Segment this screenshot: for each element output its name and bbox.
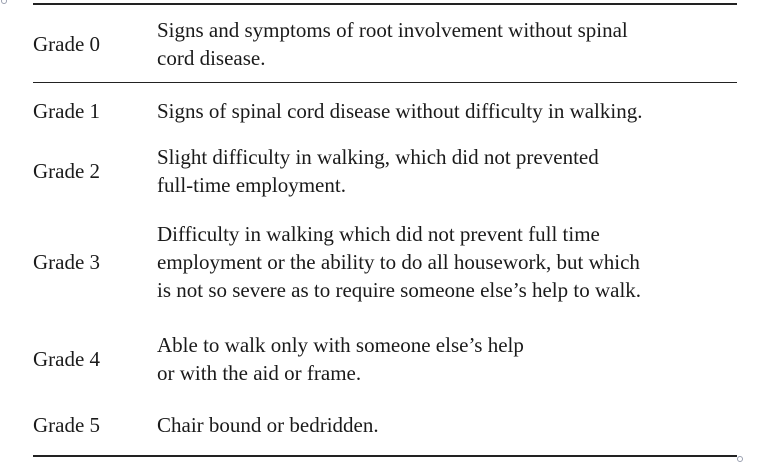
selection-handle-bottom-right	[737, 456, 743, 462]
description-line: or with the aid or frame.	[157, 361, 362, 385]
description-line: Chair bound or bedridden.	[157, 413, 379, 437]
grade-description	[157, 411, 737, 439]
description-line: full-time employment.	[157, 173, 346, 197]
description-line: cord disease.	[157, 46, 266, 70]
grade-label: Grade 1	[33, 99, 101, 123]
grade-description	[157, 16, 737, 72]
table-bottom-rule	[33, 455, 737, 457]
description-line: is not so severe as to require someone else’s help to walk.	[157, 278, 642, 302]
grade-description	[157, 97, 737, 125]
selection-handle-top-left	[1, 0, 7, 4]
description-line: Slight difficulty in walking, which did not prevented	[157, 145, 599, 169]
description-line: Signs and symptoms of root involvement without spinal	[157, 18, 628, 42]
grade-description	[157, 220, 737, 304]
grade-label: Grade 3	[33, 250, 101, 274]
grade-label: Grade 0	[33, 32, 101, 56]
grade-description	[157, 331, 737, 387]
description-line: Signs of spinal cord disease without difficulty in walking.	[157, 99, 643, 123]
description-line: employment or the ability to do all housework, but which	[157, 250, 640, 274]
grade-label: Grade 4	[33, 347, 101, 371]
table-top-rule	[33, 3, 737, 5]
grade-label: Grade 5	[33, 413, 101, 437]
table-header-separator	[33, 82, 737, 83]
description-line: Difficulty in walking which did not prevent full time	[157, 222, 600, 246]
grade-description	[157, 143, 737, 199]
grade-label: Grade 2	[33, 159, 101, 183]
description-line: Able to walk only with someone else’s help	[157, 333, 524, 357]
